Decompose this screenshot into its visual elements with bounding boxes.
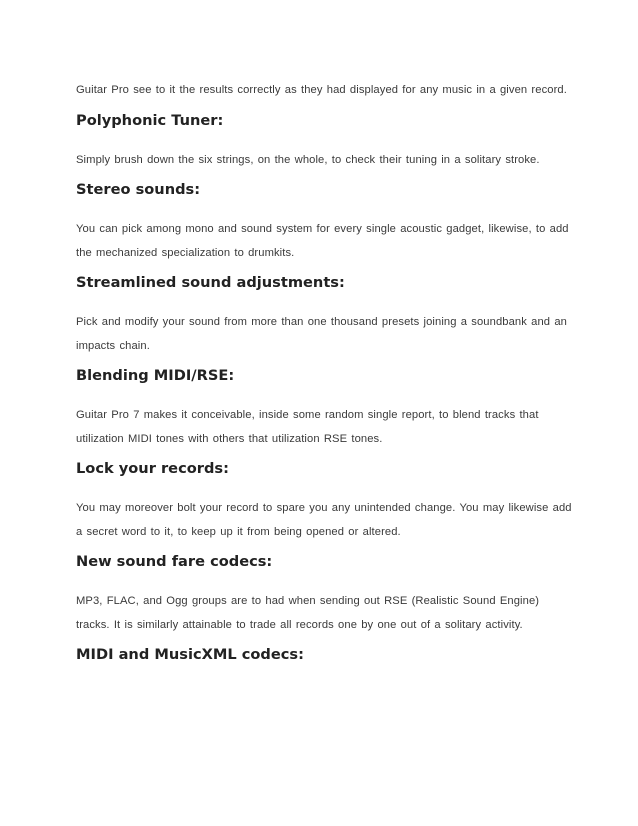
section-heading-sound-fare-codecs: New sound fare codecs:: [76, 553, 273, 570]
section-body-streamlined-sound: Pick and modify your sound from more than one thousand presets joining a soundbank and an impacts chain.: [76, 316, 567, 352]
section-heading-midi-musicxml-codecs: MIDI and MusicXML codecs:: [76, 646, 304, 663]
section-body-stereo-sounds: You can pick among mono and sound system for every single acoustic gadget, likewise, to add the mechanized specialization to drumkits.: [76, 223, 569, 259]
document-page: [76, 79, 576, 665]
section-heading-polyphonic-tuner: Polyphonic Tuner:: [76, 111, 224, 129]
section-body-polyphonic-tuner: Simply brush down the six strings, on the whole, to check their tuning in a solitary stroke.: [76, 153, 540, 166]
intro-paragraph: Guitar Pro see to it the results correctly as they had displayed for any music in a given record.: [76, 84, 567, 96]
section-body-sound-fare-codecs: MP3, FLAC, and Ogg groups are to had when sending out RSE (Realistic Sound Engine) tracks. It is similarly attainable to trade all records one by one out of a solitary activity.: [76, 595, 540, 631]
section-heading-lock-records: Lock your records:: [76, 460, 229, 477]
section-body-blending-midi-rse: Guitar Pro 7 makes it conceivable, inside some random single report, to blend tracks that utilization MIDI tones with others that utilization RSE tones.: [76, 409, 539, 445]
section-heading-streamlined-sound: Streamlined sound adjustments:: [76, 274, 345, 291]
section-heading-blending-midi-rse: Blending MIDI/RSE:: [76, 367, 235, 384]
section-heading-stereo-sounds: Stereo sounds:: [76, 181, 201, 198]
section-body-lock-records: You may moreover bolt your record to spare you any unintended change. You may likewise add a secret word to it, to keep up it from being opened or altered.: [76, 502, 572, 538]
